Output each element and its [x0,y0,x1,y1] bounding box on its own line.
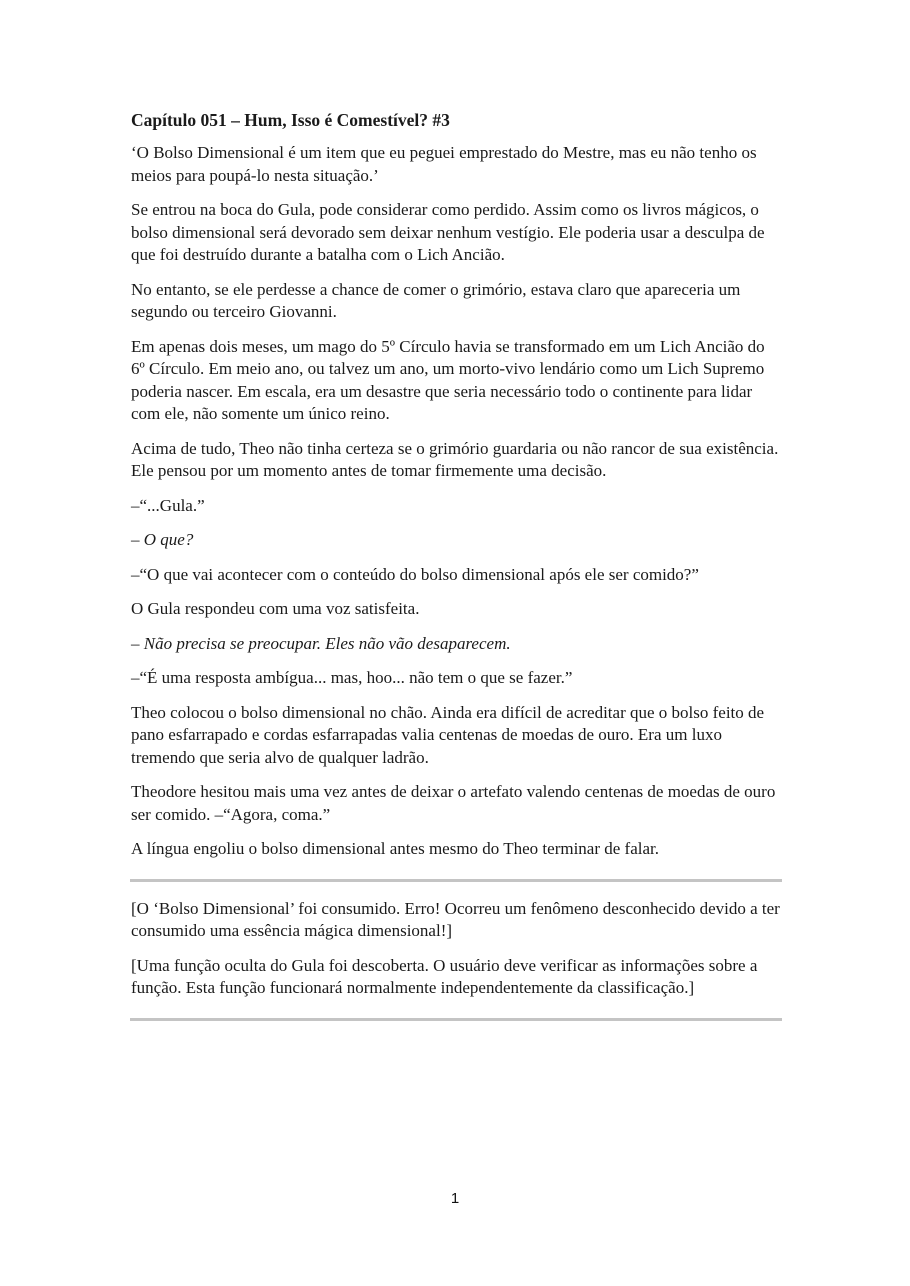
page-number: 1 [450,1190,460,1207]
divider-top [130,879,782,882]
system-message-1: [O ‘Bolso Dimensional’ foi consumido. Erro! Ocorreu um fenômeno desconhecido devido a ter consumido uma essência mágica dimensional!] [131,898,780,940]
paragraph-theo-bolso: Theo colocou o bolso dimensional no chão. Ainda era difícil de acreditar que o bolso feito de pano esfarrapado e cordas esfarrapadas valia centenas de moedas de ouro. Era um luxo tremendo que seria alvo de qualquer ladrão. [131,702,765,767]
chapter-title: Capítulo 051 – Hum, Isso é Comestível? #3 [131,110,450,130]
document-body [131,108,781,1037]
dialogue-resposta-ambigua: –“É uma resposta ambígua... mas, hoo... não tem o que se fazer.” [131,668,573,687]
paragraph-4: Em apenas dois meses, um mago do 5º Círculo havia se transformado em um Lich Ancião do 6º Círculo. Em meio ano, ou talvez um ano, um morto-vivo lendário como um Lich Supremo poderia nascer. Em escala, era um desastre que seria necessário todo o continente para lidar com ele, não somente um único reino. [131,336,765,423]
paragraph-lingua: A língua engoliu o bolso dimensional antes mesmo do Theo terminar de falar. [131,839,659,858]
paragraph-gula-response: O Gula respondeu com uma voz satisfeita. [131,599,420,618]
paragraph-1: ‘O Bolso Dimensional é um item que eu peguei emprestado do Mestre, mas eu não tenho os meios para poupá-lo nesta situação.’ [131,143,757,185]
dialogue-nao-precisa: – Não precisa se preocupar. Eles não vão desaparecem. [131,633,511,653]
paragraph-5: Acima de tudo, Theo não tinha certeza se o grimório guardaria ou não rancor de sua existência. Ele pensou por um momento antes de tomar firmemente uma decisão. [131,438,779,480]
paragraph-3: No entanto, se ele perdesse a chance de comer o grimório, estava claro que apareceria um segundo ou terceiro Giovanni. [131,279,741,321]
system-message-2: [Uma função oculta do Gula foi descoberta. O usuário deve verificar as informações sobre a função. Esta função funcionará normalmente independentemente da classificação.] [131,955,758,997]
dialogue-o-que: – O que? [131,530,194,549]
divider-bottom [130,1018,782,1021]
dialogue-gula: –“...Gula.” [131,495,205,515]
paragraph-2: Se entrou na boca do Gula, pode considerar como perdido. Assim como os livros mágicos, o bolso dimensional será devorado sem deixar nenhum vestígio. Ele poderia usar a desculpa de que foi destruído durante a batalha com o Lich Ancião. [131,200,765,264]
dialogue-question: –“O que vai acontecer com o conteúdo do bolso dimensional após ele ser comido?” [131,564,699,584]
paragraph-theodore-hesitou: Theodore hesitou mais uma vez antes de deixar o artefato valendo centenas de moedas de ouro ser comido. –“Agora, coma.” [131,782,776,824]
